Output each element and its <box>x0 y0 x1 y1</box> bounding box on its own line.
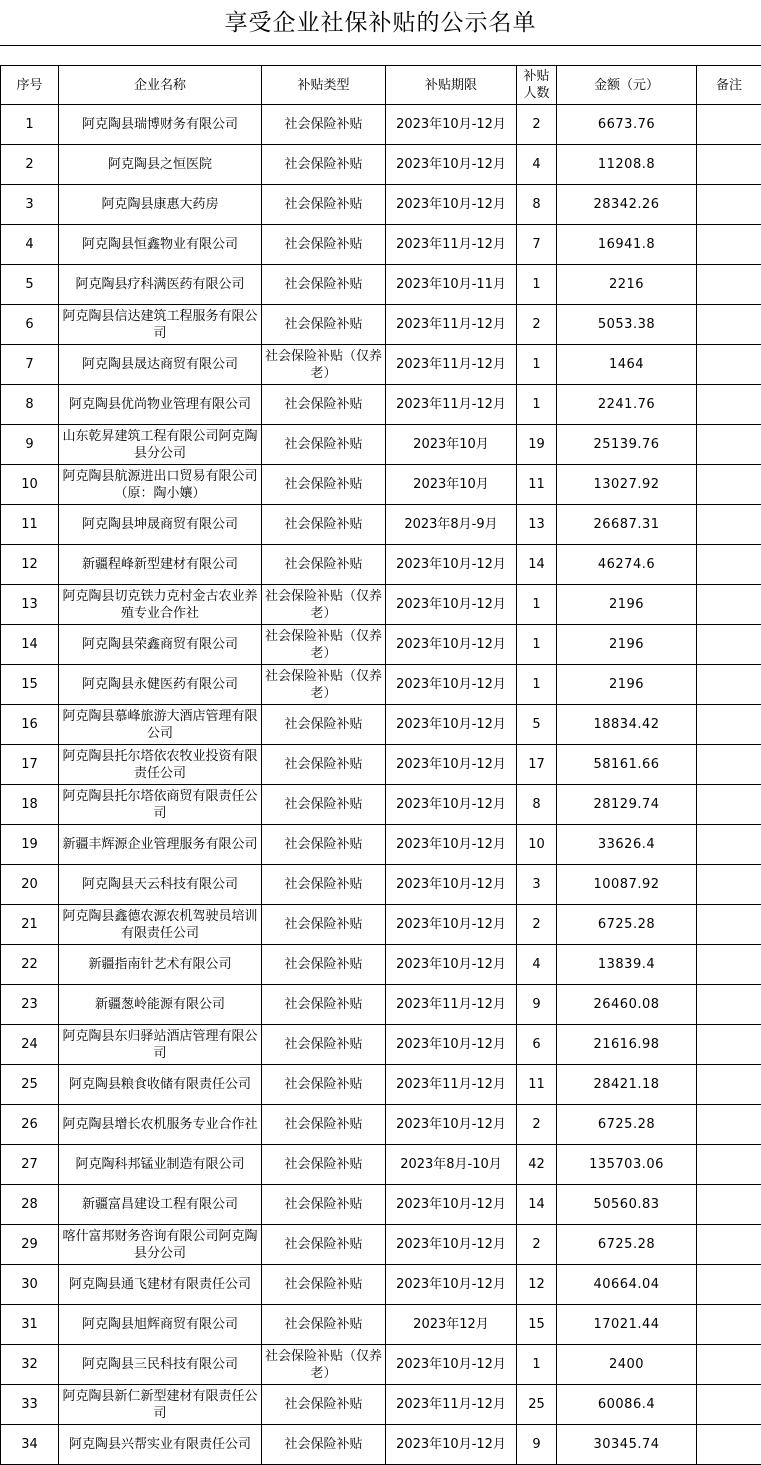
cell-note <box>697 865 761 905</box>
cell-seq: 2 <box>1 145 59 185</box>
table-row <box>1 385 761 425</box>
cell-note <box>697 1185 761 1225</box>
table-row <box>1 425 761 465</box>
table-row <box>1 945 761 985</box>
table-row <box>1 1305 761 1345</box>
cell-note <box>697 1425 761 1465</box>
cell-type: 社会保险补贴 <box>262 1265 386 1305</box>
cell-note <box>697 1225 761 1265</box>
cell-count: 6 <box>517 1025 557 1065</box>
cell-note <box>697 625 761 665</box>
cell-period: 2023年10月-12月 <box>386 1425 517 1465</box>
cell-amount: 5053.38 <box>557 305 697 345</box>
cell-amount: 6725.28 <box>557 1225 697 1265</box>
cell-company: 新疆指南针艺术有限公司 <box>59 945 262 985</box>
cell-count: 1 <box>517 625 557 665</box>
cell-type: 社会保险补贴（仅养老） <box>262 665 386 705</box>
cell-note <box>697 705 761 745</box>
cell-company: 阿克陶县坤晟商贸有限公司 <box>59 505 262 545</box>
cell-count: 2 <box>517 105 557 145</box>
cell-note <box>697 265 761 305</box>
cell-company: 阿克陶县通飞建材有限责任公司 <box>59 1265 262 1305</box>
cell-count: 11 <box>517 465 557 505</box>
cell-seq: 15 <box>1 665 59 705</box>
cell-seq: 8 <box>1 385 59 425</box>
cell-company: 阿克陶县恒鑫物业有限公司 <box>59 225 262 265</box>
cell-amount: 1464 <box>557 345 697 385</box>
cell-count: 12 <box>517 1265 557 1305</box>
cell-note <box>697 465 761 505</box>
cell-period: 2023年10月-12月 <box>386 185 517 225</box>
cell-count: 2 <box>517 905 557 945</box>
cell-type: 社会保险补贴 <box>262 1225 386 1265</box>
spacer-row <box>0 46 761 65</box>
subsidy-table <box>0 65 761 1465</box>
cell-seq: 1 <box>1 105 59 145</box>
cell-type: 社会保险补贴 <box>262 985 386 1025</box>
cell-type: 社会保险补贴 <box>262 1105 386 1145</box>
cell-type: 社会保险补贴 <box>262 425 386 465</box>
cell-type: 社会保险补贴 <box>262 265 386 305</box>
cell-amount: 2196 <box>557 585 697 625</box>
cell-count: 9 <box>517 985 557 1025</box>
cell-type: 社会保险补贴 <box>262 1425 386 1465</box>
cell-amount: 60086.4 <box>557 1385 697 1425</box>
table-row <box>1 1425 761 1465</box>
cell-amount: 6673.76 <box>557 105 697 145</box>
cell-company: 阿克陶县鑫德农源农机驾驶员培训有限责任公司 <box>59 905 262 945</box>
cell-company: 阿克陶县慕峰旅游大酒店管理有限公司 <box>59 705 262 745</box>
cell-type: 社会保险补贴 <box>262 505 386 545</box>
cell-amount: 40664.04 <box>557 1265 697 1305</box>
cell-seq: 11 <box>1 505 59 545</box>
cell-count: 1 <box>517 585 557 625</box>
table-row <box>1 745 761 785</box>
cell-type: 社会保险补贴 <box>262 1065 386 1105</box>
cell-count: 1 <box>517 665 557 705</box>
cell-type: 社会保险补贴（仅养老） <box>262 585 386 625</box>
cell-period: 2023年10月-12月 <box>386 1265 517 1305</box>
table-row <box>1 1065 761 1105</box>
cell-type: 社会保险补贴 <box>262 1145 386 1185</box>
cell-type: 社会保险补贴 <box>262 905 386 945</box>
cell-note <box>697 905 761 945</box>
header-count: 补贴人数 <box>517 66 557 105</box>
table-row <box>1 505 761 545</box>
cell-amount: 18834.42 <box>557 705 697 745</box>
cell-seq: 9 <box>1 425 59 465</box>
cell-company: 阿克陶县三民科技有限公司 <box>59 1345 262 1385</box>
cell-amount: 17021.44 <box>557 1305 697 1345</box>
cell-period: 2023年11月-12月 <box>386 305 517 345</box>
cell-seq: 23 <box>1 985 59 1025</box>
header-row <box>1 66 761 105</box>
table-row <box>1 225 761 265</box>
cell-amount: 2400 <box>557 1345 697 1385</box>
table-body <box>1 105 761 1465</box>
cell-count: 9 <box>517 1425 557 1465</box>
cell-period: 2023年11月-12月 <box>386 1065 517 1105</box>
cell-company: 阿克陶县兴帮实业有限责任公司 <box>59 1425 262 1465</box>
cell-period: 2023年10月-12月 <box>386 1345 517 1385</box>
cell-note <box>697 1065 761 1105</box>
cell-company: 阿克陶县航源进出口贸易有限公司（原：陶小孃） <box>59 465 262 505</box>
cell-note <box>697 1305 761 1345</box>
cell-note <box>697 785 761 825</box>
cell-company: 阿克陶县旭辉商贸有限公司 <box>59 1305 262 1345</box>
cell-count: 2 <box>517 1105 557 1145</box>
cell-count: 15 <box>517 1305 557 1345</box>
cell-company: 阿克陶县信达建筑工程服务有限公司 <box>59 305 262 345</box>
cell-count: 5 <box>517 705 557 745</box>
cell-type: 社会保险补贴 <box>262 185 386 225</box>
cell-type: 社会保险补贴 <box>262 305 386 345</box>
cell-amount: 10087.92 <box>557 865 697 905</box>
table-row <box>1 665 761 705</box>
cell-company: 阿克陶县托尔塔依农牧业投资有限责任公司 <box>59 745 262 785</box>
cell-amount: 26460.08 <box>557 985 697 1025</box>
table-row <box>1 145 761 185</box>
cell-note <box>697 985 761 1025</box>
cell-type: 社会保险补贴（仅养老） <box>262 625 386 665</box>
cell-note <box>697 745 761 785</box>
cell-count: 13 <box>517 505 557 545</box>
table-row <box>1 345 761 385</box>
cell-period: 2023年11月-12月 <box>386 385 517 425</box>
cell-period: 2023年10月-12月 <box>386 145 517 185</box>
cell-type: 社会保险补贴 <box>262 945 386 985</box>
cell-amount: 33626.4 <box>557 825 697 865</box>
cell-seq: 4 <box>1 225 59 265</box>
cell-seq: 32 <box>1 1345 59 1385</box>
cell-amount: 13027.92 <box>557 465 697 505</box>
cell-period: 2023年11月-12月 <box>386 985 517 1025</box>
cell-company: 阿克陶县新仁新型建材有限责任公司 <box>59 1385 262 1425</box>
cell-seq: 16 <box>1 705 59 745</box>
cell-note <box>697 385 761 425</box>
cell-note <box>697 1025 761 1065</box>
cell-count: 2 <box>517 1225 557 1265</box>
cell-count: 8 <box>517 785 557 825</box>
cell-amount: 13839.4 <box>557 945 697 985</box>
cell-note <box>697 825 761 865</box>
cell-note <box>697 105 761 145</box>
cell-company: 阿克陶县东归驿站酒店管理有限公司 <box>59 1025 262 1065</box>
cell-amount: 28342.26 <box>557 185 697 225</box>
cell-note <box>697 1385 761 1425</box>
cell-company: 阿克陶县切克铁力克村金古农业养殖专业合作社 <box>59 585 262 625</box>
cell-company: 新疆程峰新型建材有限公司 <box>59 545 262 585</box>
cell-type: 社会保险补贴 <box>262 385 386 425</box>
cell-company: 阿克陶县荣鑫商贸有限公司 <box>59 625 262 665</box>
cell-seq: 12 <box>1 545 59 585</box>
cell-seq: 24 <box>1 1025 59 1065</box>
cell-type: 社会保险补贴 <box>262 1025 386 1065</box>
table-row <box>1 785 761 825</box>
table-row <box>1 265 761 305</box>
cell-amount: 2241.76 <box>557 385 697 425</box>
cell-note <box>697 305 761 345</box>
table-row <box>1 1145 761 1185</box>
cell-period: 2023年10月-12月 <box>386 665 517 705</box>
cell-company: 阿克陶县托尔塔依商贸有限责任公司 <box>59 785 262 825</box>
cell-count: 17 <box>517 745 557 785</box>
cell-seq: 28 <box>1 1185 59 1225</box>
cell-count: 4 <box>517 945 557 985</box>
cell-seq: 3 <box>1 185 59 225</box>
cell-amount: 2196 <box>557 665 697 705</box>
table-row <box>1 905 761 945</box>
cell-note <box>697 345 761 385</box>
cell-count: 8 <box>517 185 557 225</box>
cell-count: 1 <box>517 345 557 385</box>
cell-amount: 6725.28 <box>557 905 697 945</box>
cell-period: 2023年10月-12月 <box>386 905 517 945</box>
cell-count: 11 <box>517 1065 557 1105</box>
cell-amount: 16941.8 <box>557 225 697 265</box>
cell-type: 社会保险补贴 <box>262 545 386 585</box>
cell-amount: 58161.66 <box>557 745 697 785</box>
cell-seq: 7 <box>1 345 59 385</box>
cell-seq: 5 <box>1 265 59 305</box>
cell-period: 2023年10月-12月 <box>386 705 517 745</box>
table-row <box>1 865 761 905</box>
table-row <box>1 1225 761 1265</box>
cell-company: 阿克陶县晟达商贸有限公司 <box>59 345 262 385</box>
header-amount: 金额（元） <box>557 66 697 105</box>
cell-period: 2023年11月-12月 <box>386 1385 517 1425</box>
cell-amount: 26687.31 <box>557 505 697 545</box>
cell-type: 社会保险补贴 <box>262 745 386 785</box>
cell-type: 社会保险补贴 <box>262 1305 386 1345</box>
cell-amount: 2216 <box>557 265 697 305</box>
cell-company: 阿克陶科邦锰业制造有限公司 <box>59 1145 262 1185</box>
cell-type: 社会保险补贴（仅养老） <box>262 345 386 385</box>
cell-type: 社会保险补贴 <box>262 145 386 185</box>
cell-note <box>697 545 761 585</box>
cell-note <box>697 945 761 985</box>
cell-note <box>697 225 761 265</box>
cell-note <box>697 145 761 185</box>
table-row <box>1 585 761 625</box>
cell-period: 2023年11月-12月 <box>386 225 517 265</box>
cell-seq: 29 <box>1 1225 59 1265</box>
cell-period: 2023年10月-12月 <box>386 105 517 145</box>
cell-period: 2023年12月 <box>386 1305 517 1345</box>
cell-company: 阿克陶县之恒医院 <box>59 145 262 185</box>
cell-seq: 17 <box>1 745 59 785</box>
table-row <box>1 705 761 745</box>
cell-amount: 46274.6 <box>557 545 697 585</box>
cell-amount: 28129.74 <box>557 785 697 825</box>
cell-period: 2023年10月-12月 <box>386 1185 517 1225</box>
header-seq: 序号 <box>1 66 59 105</box>
cell-amount: 6725.28 <box>557 1105 697 1145</box>
cell-company: 阿克陶县瑞博财务有限公司 <box>59 105 262 145</box>
table-row <box>1 1185 761 1225</box>
cell-period: 2023年10月-12月 <box>386 745 517 785</box>
cell-period: 2023年8月-9月 <box>386 505 517 545</box>
cell-company: 阿克陶县天云科技有限公司 <box>59 865 262 905</box>
cell-note <box>697 665 761 705</box>
cell-period: 2023年10月-12月 <box>386 865 517 905</box>
cell-type: 社会保险补贴 <box>262 705 386 745</box>
cell-period: 2023年10月-12月 <box>386 625 517 665</box>
cell-note <box>697 425 761 465</box>
cell-type: 社会保险补贴 <box>262 465 386 505</box>
table-row <box>1 105 761 145</box>
cell-seq: 30 <box>1 1265 59 1305</box>
cell-seq: 6 <box>1 305 59 345</box>
cell-period: 2023年11月-12月 <box>386 345 517 385</box>
cell-period: 2023年10月-12月 <box>386 825 517 865</box>
table-row <box>1 1265 761 1305</box>
cell-company: 山东乾昇建筑工程有限公司阿克陶县分公司 <box>59 425 262 465</box>
cell-count: 1 <box>517 265 557 305</box>
cell-count: 14 <box>517 545 557 585</box>
table-row <box>1 825 761 865</box>
cell-seq: 31 <box>1 1305 59 1345</box>
cell-period: 2023年10月-12月 <box>386 1225 517 1265</box>
cell-count: 19 <box>517 425 557 465</box>
cell-amount: 135703.06 <box>557 1145 697 1185</box>
cell-amount: 25139.76 <box>557 425 697 465</box>
cell-company: 新疆富昌建设工程有限公司 <box>59 1185 262 1225</box>
cell-count: 4 <box>517 145 557 185</box>
cell-period: 2023年10月-12月 <box>386 585 517 625</box>
table-row <box>1 465 761 505</box>
cell-note <box>697 185 761 225</box>
cell-seq: 34 <box>1 1425 59 1465</box>
cell-period: 2023年10月-12月 <box>386 1025 517 1065</box>
table-row <box>1 625 761 665</box>
cell-period: 2023年10月-11月 <box>386 265 517 305</box>
cell-note <box>697 1265 761 1305</box>
table-row <box>1 1345 761 1385</box>
cell-seq: 27 <box>1 1145 59 1185</box>
cell-count: 7 <box>517 225 557 265</box>
header-company: 企业名称 <box>59 66 262 105</box>
cell-type: 社会保险补贴 <box>262 1185 386 1225</box>
table-row <box>1 985 761 1025</box>
cell-type: 社会保险补贴 <box>262 865 386 905</box>
cell-seq: 14 <box>1 625 59 665</box>
cell-type: 社会保险补贴 <box>262 1385 386 1425</box>
cell-period: 2023年10月 <box>386 465 517 505</box>
cell-company: 阿克陶县康惠大药房 <box>59 185 262 225</box>
cell-seq: 21 <box>1 905 59 945</box>
table-row <box>1 545 761 585</box>
cell-count: 25 <box>517 1385 557 1425</box>
cell-seq: 13 <box>1 585 59 625</box>
cell-period: 2023年10月-12月 <box>386 785 517 825</box>
cell-seq: 18 <box>1 785 59 825</box>
cell-company: 阿克陶县永健医药有限公司 <box>59 665 262 705</box>
cell-seq: 22 <box>1 945 59 985</box>
table-row <box>1 1105 761 1145</box>
cell-note <box>697 585 761 625</box>
header-note: 备注 <box>697 66 761 105</box>
cell-type: 社会保险补贴（仅养老） <box>262 1345 386 1385</box>
cell-seq: 26 <box>1 1105 59 1145</box>
cell-count: 1 <box>517 385 557 425</box>
cell-period: 2023年8月-10月 <box>386 1145 517 1185</box>
cell-company: 阿克陶县增长农机服务专业合作社 <box>59 1105 262 1145</box>
cell-seq: 25 <box>1 1065 59 1105</box>
cell-amount: 2196 <box>557 625 697 665</box>
table-row <box>1 1385 761 1425</box>
cell-company: 阿克陶县粮食收储有限责任公司 <box>59 1065 262 1105</box>
cell-note <box>697 1145 761 1185</box>
table-row <box>1 305 761 345</box>
cell-seq: 19 <box>1 825 59 865</box>
cell-period: 2023年10月-12月 <box>386 545 517 585</box>
cell-type: 社会保险补贴 <box>262 105 386 145</box>
cell-count: 1 <box>517 1345 557 1385</box>
header-type: 补贴类型 <box>262 66 386 105</box>
cell-amount: 50560.83 <box>557 1185 697 1225</box>
table-row <box>1 185 761 225</box>
cell-count: 2 <box>517 305 557 345</box>
cell-count: 42 <box>517 1145 557 1185</box>
cell-seq: 20 <box>1 865 59 905</box>
cell-company: 新疆葱岭能源有限公司 <box>59 985 262 1025</box>
page-title: 享受企业社保补贴的公示名单 <box>0 0 761 46</box>
cell-amount: 30345.74 <box>557 1425 697 1465</box>
cell-amount: 28421.18 <box>557 1065 697 1105</box>
cell-count: 10 <box>517 825 557 865</box>
cell-period: 2023年10月-12月 <box>386 1105 517 1145</box>
cell-note <box>697 1345 761 1385</box>
cell-seq: 10 <box>1 465 59 505</box>
cell-amount: 11208.8 <box>557 145 697 185</box>
cell-company: 阿克陶县疗科满医药有限公司 <box>59 265 262 305</box>
header-period: 补贴期限 <box>386 66 517 105</box>
cell-count: 3 <box>517 865 557 905</box>
cell-count: 14 <box>517 1185 557 1225</box>
cell-type: 社会保险补贴 <box>262 785 386 825</box>
cell-company: 新疆丰辉源企业管理服务有限公司 <box>59 825 262 865</box>
cell-company: 阿克陶县优尚物业管理有限公司 <box>59 385 262 425</box>
cell-seq: 33 <box>1 1385 59 1425</box>
cell-note <box>697 505 761 545</box>
cell-note <box>697 1105 761 1145</box>
cell-type: 社会保险补贴 <box>262 225 386 265</box>
cell-period: 2023年10月-12月 <box>386 945 517 985</box>
cell-period: 2023年10月 <box>386 425 517 465</box>
cell-amount: 21616.98 <box>557 1025 697 1065</box>
cell-type: 社会保险补贴 <box>262 825 386 865</box>
table-row <box>1 1025 761 1065</box>
cell-company: 喀什富邦财务咨询有限公司阿克陶县分公司 <box>59 1225 262 1265</box>
